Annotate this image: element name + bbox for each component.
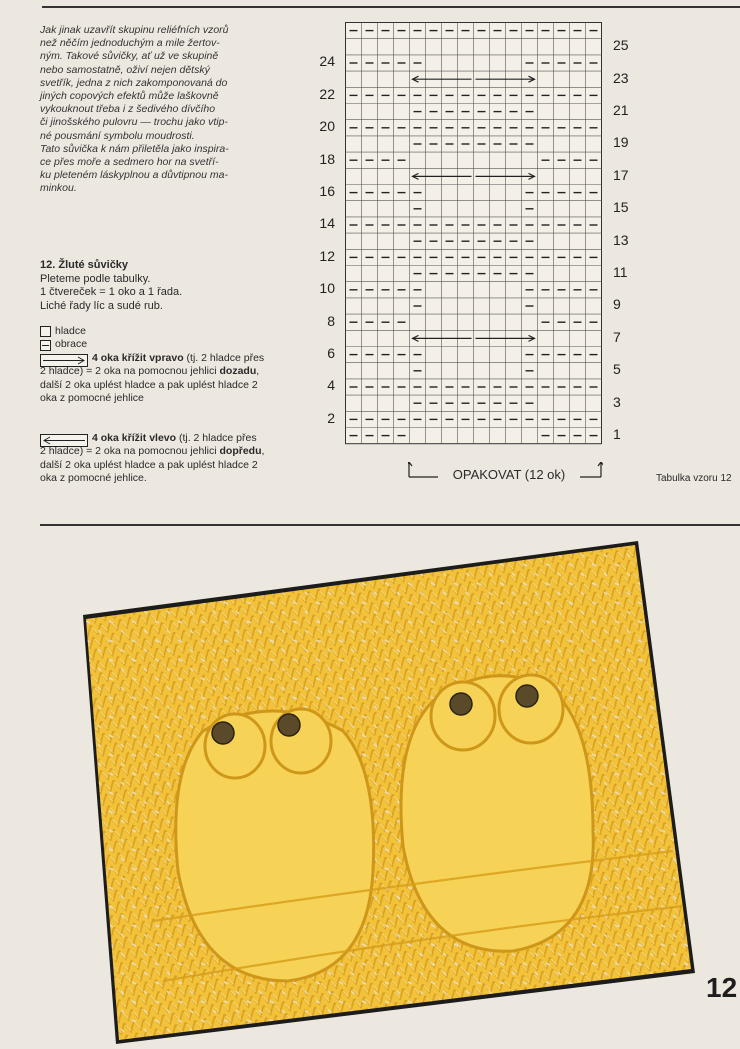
intro-text	[40, 24, 262, 196]
row-number-left: 16	[319, 183, 335, 199]
cross-right-title: 4 oka křížit vpravo	[92, 351, 184, 364]
row-number-left: 6	[327, 345, 335, 361]
owl-right	[401, 675, 593, 951]
top-rule	[42, 6, 740, 8]
owl-swatch-photo	[83, 541, 740, 1044]
knitting-chart	[345, 22, 603, 445]
owl-left	[176, 709, 374, 981]
row-number-left: 8	[327, 312, 335, 329]
legend-cross-right: 4 oka křížit vpravo (tj. 2 hladce přes 2 hladce) = 2 oka na pomocnou jehlici dozadu, další 2 oka uplést hladce a pak uplést hladce 2 oka z pomocné jehlice	[40, 351, 265, 404]
row-number-left: 18	[319, 150, 335, 167]
intro-line: ku pleteném láskyplnou a důvtipnou ma-	[40, 169, 228, 182]
knit-symbol-icon	[40, 326, 51, 337]
section-instructions	[40, 273, 265, 313]
instruction-line: Pleteme podle tabulky.	[40, 273, 151, 285]
repeat-label: OPAKOVAT (12 ok)	[438, 467, 580, 482]
intro-line: vykouknout třeba i z šedivého dívčího	[40, 103, 216, 116]
row-number-right: 1	[613, 426, 621, 442]
cross-left-title: 4 oka křížit vlevo	[92, 431, 177, 444]
row-number-right: 3	[613, 393, 621, 410]
row-number-left: 4	[327, 377, 335, 394]
row-number-right: 23	[613, 69, 629, 86]
intro-line: ným. Takové sůvičky, ať už ve skupině	[40, 50, 219, 63]
intro-line: nebo samostatně, oživí nejen dětský	[40, 63, 210, 76]
row-number-left: 12	[319, 247, 335, 264]
intro-line: svetřík, jedna z nich zakomponovaná do	[40, 76, 228, 89]
row-number-right: 11	[613, 264, 628, 280]
instruction-line: 1 čtvereček = 1 oko a 1 řada.	[40, 286, 183, 299]
row-number-right: 17	[613, 166, 629, 183]
intro-line: Tato sůvička k nám přiletěla jako inspira-	[40, 142, 229, 155]
section-divider	[40, 524, 740, 526]
row-number-right: 5	[613, 361, 621, 378]
row-number-left: 10	[319, 280, 335, 297]
intro-line: ce přes moře a sedmero hor na svetří-	[40, 156, 219, 169]
intro-line: né pousmání symbolu moudrosti.	[40, 129, 195, 142]
row-number-right: 13	[613, 231, 629, 248]
intro-line: jiných copových efektů může laškovně	[40, 90, 219, 103]
row-number-right: 19	[613, 134, 629, 151]
row-number-left: 2	[327, 409, 335, 426]
row-number-left: 14	[319, 215, 335, 232]
intro-line: minkou.	[40, 182, 77, 195]
intro-line: než něčím jednoduchým a mile žertov-	[40, 37, 220, 50]
purl-symbol-icon	[40, 340, 51, 351]
row-number-right: 21	[613, 102, 629, 118]
instruction-line: Liché řady líc a sudé rub.	[40, 299, 163, 312]
row-number-left: 20	[319, 118, 335, 135]
row-number-right: 15	[613, 199, 629, 216]
legend-purl: obrace	[40, 338, 265, 351]
intro-line: či jinošského pulovru — trochu jako vtip-	[40, 116, 228, 129]
repeat-indicator	[408, 462, 603, 484]
row-number-right: 7	[613, 328, 621, 345]
row-number-left: 22	[319, 85, 335, 102]
chart-caption: Tabulka vzoru 12	[656, 473, 732, 484]
page-number: 12	[706, 972, 738, 1003]
legend	[40, 325, 265, 502]
legend-knit: hladce	[40, 325, 265, 338]
intro-line: Jak jinak uzavřít skupinu reliéfních vzorů	[40, 24, 229, 36]
row-number-right: 9	[613, 296, 621, 313]
legend-cross-left: 4 oka křížit vlevo (tj. 2 hladce přes 2 hladce) = 2 oka na pomocnou jehlici dopředu, další 2 oka uplést hladce a pak uplést hladce 2 oka z pomocné jehlice.	[40, 431, 265, 484]
section-title: 12. Žluté sůvičky	[40, 259, 129, 271]
row-number-right: 25	[613, 37, 629, 54]
row-number-left: 24	[319, 53, 335, 70]
